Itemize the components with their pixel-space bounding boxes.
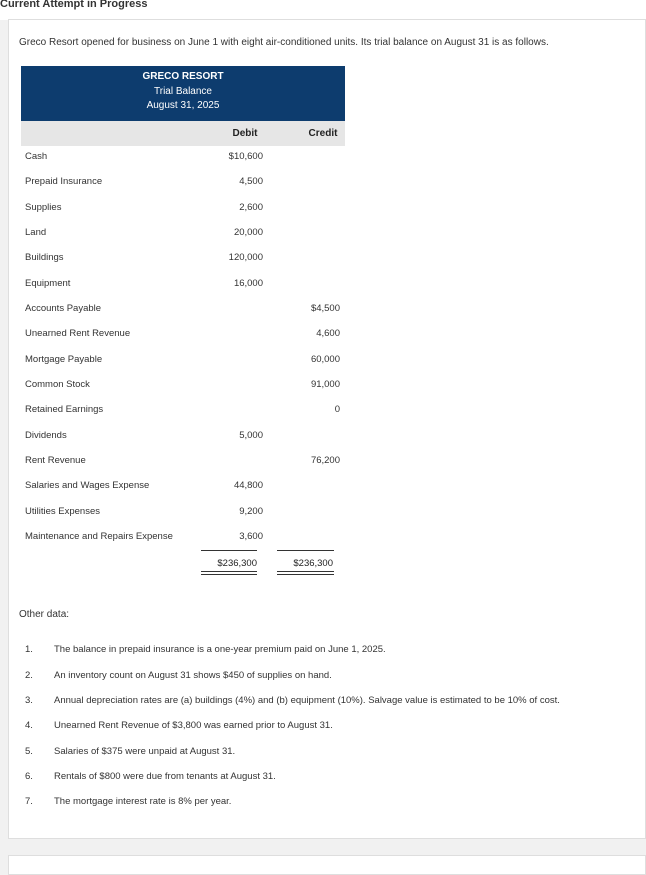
table-row — [21, 480, 345, 496]
table-row — [21, 455, 345, 471]
item-number: 3. — [25, 695, 33, 706]
item-text: Annual depreciation rates are (a) buildings (4%) and (b) equipment (10%). Salvage value is estimated to be 10% of cost. — [54, 695, 560, 706]
table-row — [21, 303, 345, 319]
item-text: Rentals of $800 were due from tenants at August 31. — [54, 771, 276, 782]
account-name: Equipment — [25, 278, 71, 289]
debit-amount: 9,200 — [239, 506, 263, 517]
table-row — [21, 506, 345, 522]
company-name: GRECO RESORT — [142, 71, 224, 82]
debit-amount: 4,500 — [239, 176, 263, 187]
credit-amount: $4,500 — [310, 303, 340, 314]
debit-amount: 16,000 — [233, 278, 263, 289]
item-text: The mortgage interest rate is 8% per year. — [54, 796, 232, 807]
item-text: Unearned Rent Revenue of $3,800 was earned prior to August 31. — [54, 720, 333, 731]
credit-double-rule — [277, 571, 334, 572]
item-number: 6. — [25, 771, 33, 782]
account-name: Prepaid Insurance — [25, 176, 103, 187]
table-row — [21, 430, 345, 446]
table-row — [21, 252, 345, 268]
other-data-label: Other data: — [19, 609, 70, 620]
item-number: 2. — [25, 670, 33, 681]
account-name: Mortgage Payable — [25, 354, 103, 365]
next-section-card — [8, 855, 646, 875]
account-name: Accounts Payable — [25, 303, 102, 314]
table-row — [21, 354, 345, 370]
account-name: Retained Earnings — [25, 404, 104, 415]
debit-amount: 44,800 — [233, 480, 263, 491]
item-text: The balance in prepaid insurance is a one-year premium paid on June 1, 2025. — [54, 644, 386, 655]
debit-amount: 120,000 — [228, 252, 263, 263]
table-row — [21, 328, 345, 344]
credit-amount: 0 — [334, 404, 340, 415]
credit-amount: 60,000 — [310, 354, 340, 365]
debit-amount: 20,000 — [233, 227, 263, 238]
attempt-status-title: Current Attempt in Progress — [0, 0, 148, 10]
item-text: Salaries of $375 were unpaid at August 31. — [54, 746, 236, 757]
item-text: An inventory count on August 31 shows $450 of supplies on hand. — [54, 670, 332, 681]
credit-amount: 76,200 — [310, 455, 340, 466]
trial-balance-header — [21, 66, 345, 121]
account-name: Common Stock — [25, 379, 90, 390]
debit-amount: 5,000 — [239, 430, 263, 441]
credit-amount: 4,600 — [316, 328, 340, 339]
debit-amount: 2,600 — [239, 202, 263, 213]
table-row — [21, 151, 345, 167]
debit-column-header: Debit — [232, 128, 258, 139]
table-row — [21, 202, 345, 218]
table-row — [21, 379, 345, 395]
table-row — [21, 227, 345, 243]
column-header-row — [21, 121, 345, 146]
item-number: 5. — [25, 746, 33, 757]
account-name: Land — [25, 227, 47, 238]
table-row — [21, 278, 345, 294]
debit-total: $236,300 — [217, 558, 257, 569]
debit-total-rule — [201, 550, 257, 551]
debit-amount: $10,600 — [228, 151, 263, 162]
item-number: 4. — [25, 720, 33, 731]
account-name: Rent Revenue — [25, 455, 86, 466]
debit-amount: 3,600 — [239, 531, 263, 542]
item-number: 1. — [25, 644, 33, 655]
account-name: Maintenance and Repairs Expense — [25, 531, 173, 542]
credit-amount: 91,000 — [310, 379, 340, 390]
account-name: Unearned Rent Revenue — [25, 328, 131, 339]
credit-total-rule — [277, 550, 334, 551]
statement-title: Trial Balance — [154, 86, 212, 97]
table-row — [21, 176, 345, 192]
problem-card — [8, 19, 646, 839]
page-header — [0, 0, 646, 20]
account-name: Supplies — [25, 202, 62, 213]
item-number: 7. — [25, 796, 33, 807]
problem-intro: Greco Resort opened for business on June 1 with eight air-conditioned units. Its trial balance on August 31 is as follows. — [19, 37, 549, 48]
statement-date: August 31, 2025 — [146, 100, 220, 111]
account-name: Dividends — [25, 430, 67, 441]
account-name: Utilities Expenses — [25, 506, 100, 517]
credit-column-header: Credit — [308, 128, 338, 139]
debit-double-rule — [201, 574, 257, 575]
debit-double-rule — [201, 571, 257, 572]
credit-double-rule — [277, 574, 334, 575]
table-row — [21, 404, 345, 420]
credit-total: $236,300 — [293, 558, 333, 569]
account-name: Cash — [25, 151, 48, 162]
account-name: Buildings — [25, 252, 64, 263]
account-name: Salaries and Wages Expense — [25, 480, 150, 491]
table-row — [21, 531, 345, 547]
